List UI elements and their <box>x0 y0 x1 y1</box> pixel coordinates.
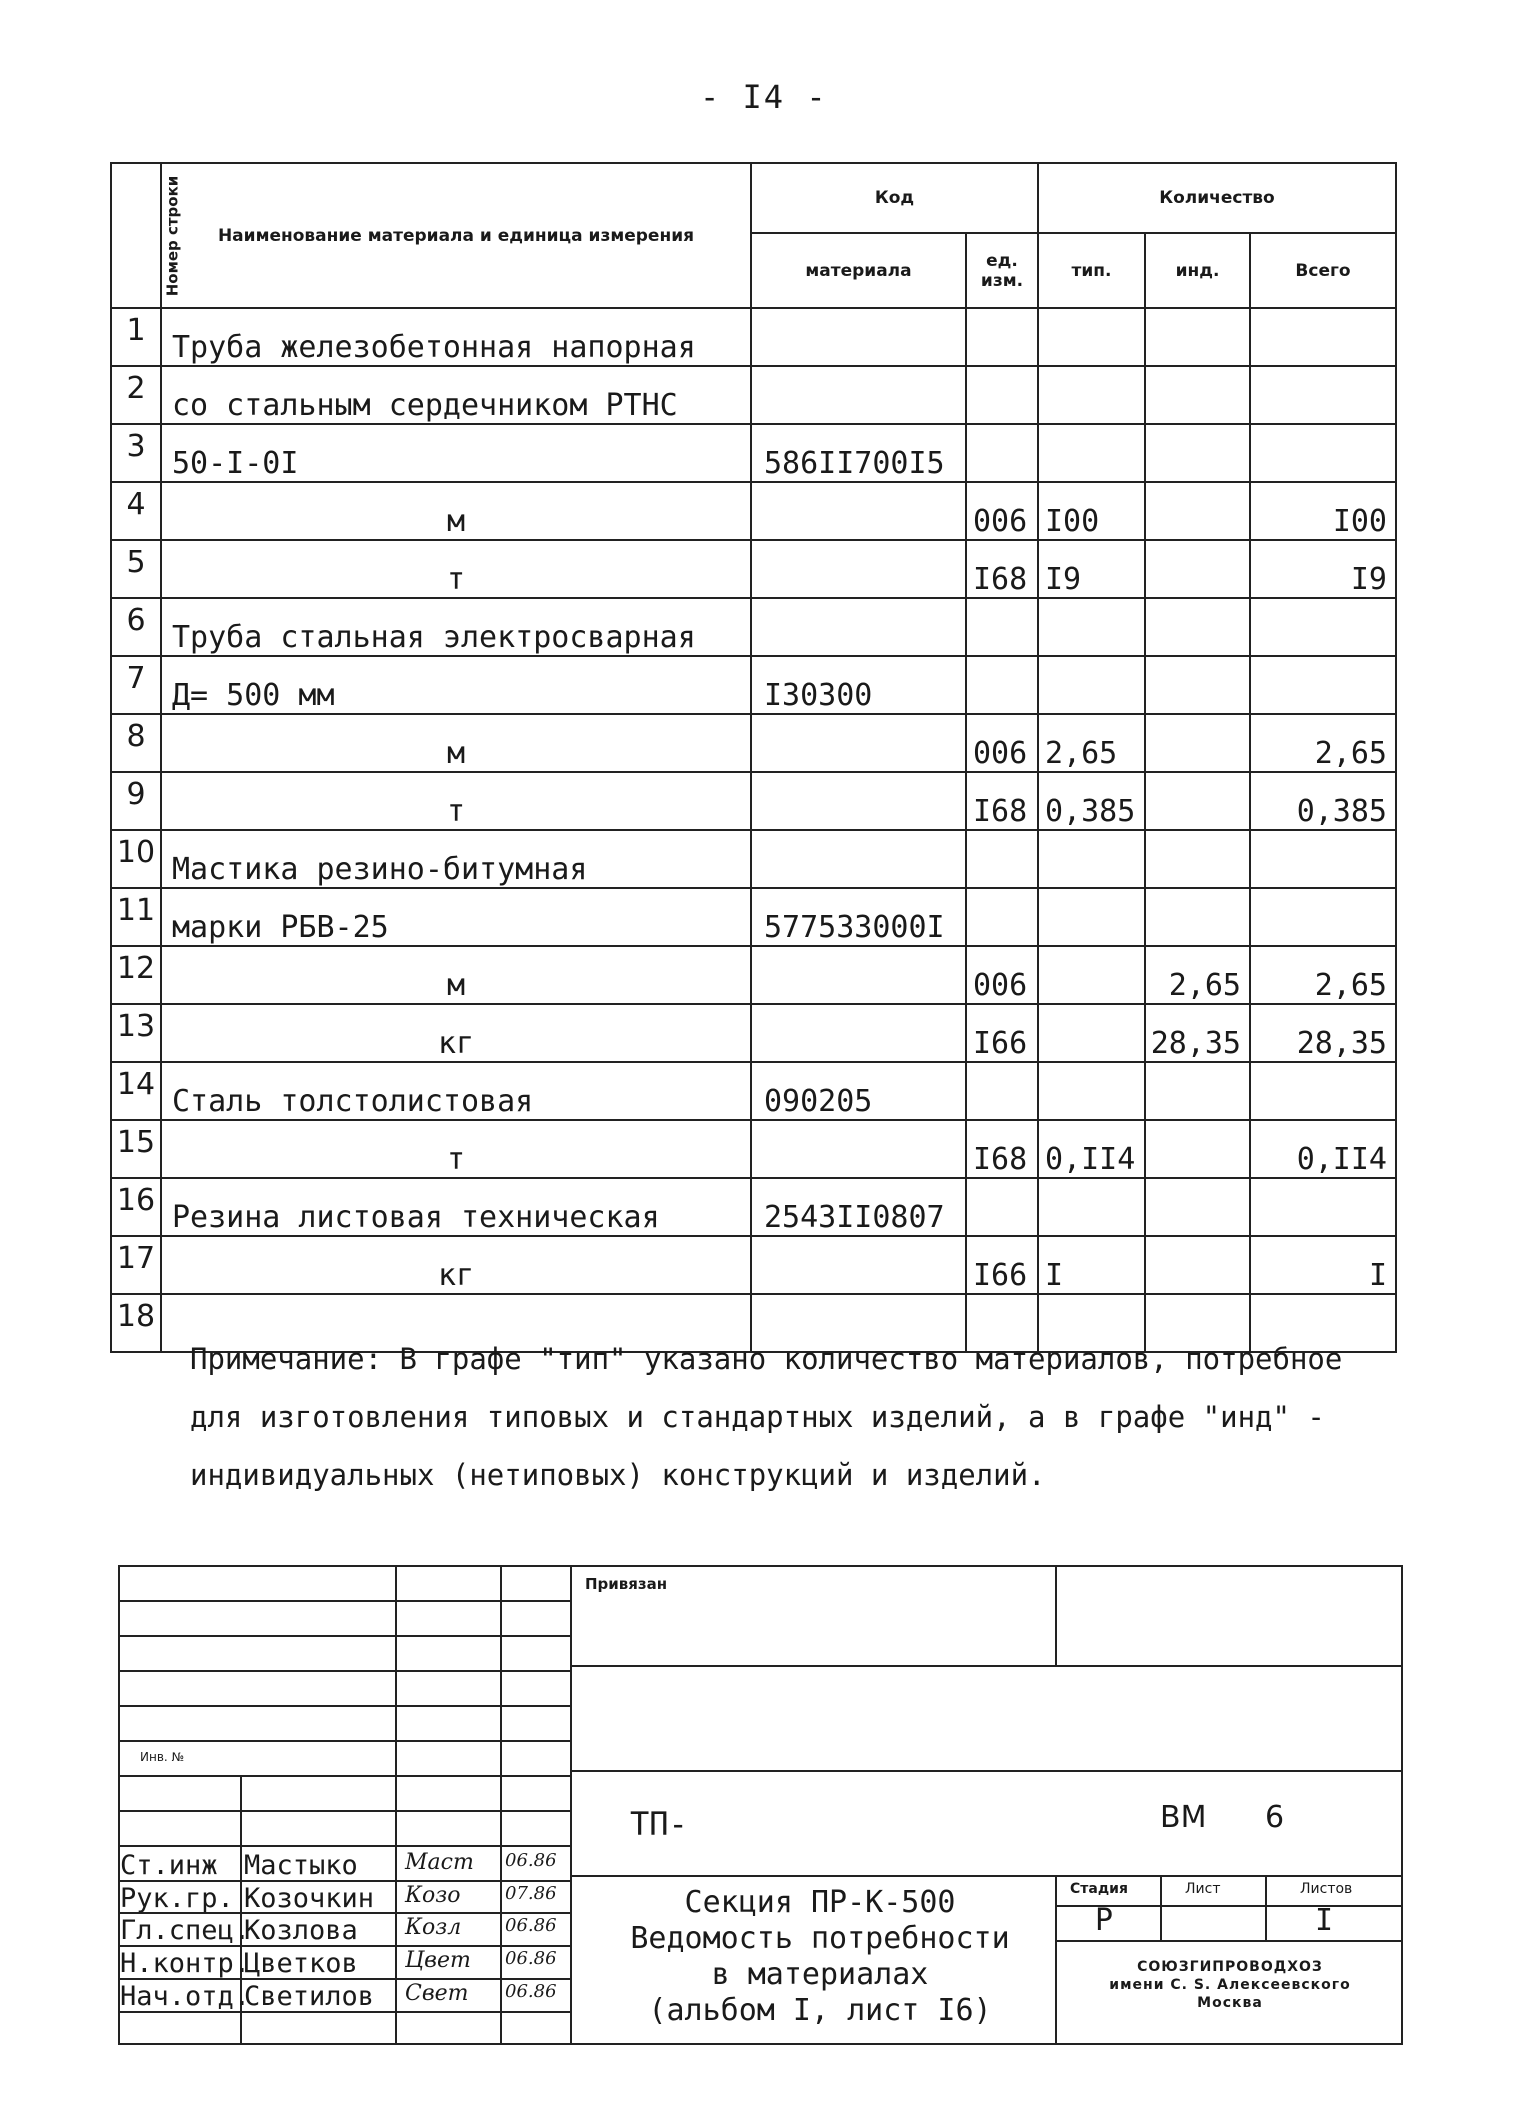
material-code-cell: I30300 <box>751 656 966 714</box>
qty-ind-cell: 2,65 <box>1145 946 1250 1004</box>
qty-ind-cell <box>1145 482 1250 540</box>
title-line: (альбом I, лист I6) <box>648 1993 992 2028</box>
qty-typ-cell <box>1038 1004 1145 1062</box>
signature-role: Рук.гр. <box>120 1883 234 1914</box>
signature-date: 07.86 <box>505 1883 557 1904</box>
row-number-cell: 4 <box>111 482 161 540</box>
qty-typ-cell <box>1038 888 1145 946</box>
unit-code-cell: I68 <box>966 772 1038 830</box>
unit-cell: м <box>161 946 751 1004</box>
row-number-cell: 13 <box>111 1004 161 1062</box>
qty-typ-cell <box>1038 424 1145 482</box>
qty-total-cell: I00 <box>1250 482 1396 540</box>
qty-ind-cell <box>1145 366 1250 424</box>
row-number-cell: 18 <box>111 1294 161 1352</box>
unit-code-cell <box>966 598 1038 656</box>
material-code-cell <box>751 540 966 598</box>
project-code: ТП- <box>630 1805 688 1843</box>
qty-total-cell: 28,35 <box>1250 1004 1396 1062</box>
header-qty-typ: тип. <box>1038 233 1145 308</box>
row-number-cell: 11 <box>111 888 161 946</box>
material-code-cell: 577533000I <box>751 888 966 946</box>
unit-cell: м <box>161 482 751 540</box>
qty-total-cell: I9 <box>1250 540 1396 598</box>
qty-ind-cell <box>1145 714 1250 772</box>
table-row <box>111 308 1396 366</box>
signature-name: Козлова <box>244 1915 358 1946</box>
note-text: Примечание: В графе "тип" указано количество материалов, потребное для изготовления типовых и стандартных изделий, а в графе "инд" - индивидуальных (нетиповых) конструкций и изделий. <box>190 1342 1343 1492</box>
row-number-cell: 12 <box>111 946 161 1004</box>
material-code-cell <box>751 598 966 656</box>
header-qty-total: Всего <box>1250 233 1396 308</box>
qty-total-cell <box>1250 366 1396 424</box>
title-line: Секция ПР-К-500 <box>684 1885 956 1920</box>
unit-code-cell: I68 <box>966 1120 1038 1178</box>
signature-name: Козочкин <box>244 1883 375 1914</box>
qty-ind-cell <box>1145 656 1250 714</box>
qty-ind-cell <box>1145 772 1250 830</box>
qty-typ-cell: I9 <box>1038 540 1145 598</box>
table-row <box>111 540 1396 598</box>
sheet-mark: ВМ <box>1160 1800 1207 1835</box>
signature-date: 06.86 <box>505 1915 557 1936</box>
qty-typ-cell: 2,65 <box>1038 714 1145 772</box>
table-row <box>111 424 1396 482</box>
unit-code-cell: 006 <box>966 482 1038 540</box>
unit-code-cell: I68 <box>966 540 1038 598</box>
qty-typ-cell <box>1038 830 1145 888</box>
unit-code-cell: I66 <box>966 1236 1038 1294</box>
qty-total-cell <box>1250 1062 1396 1120</box>
table-row <box>111 598 1396 656</box>
row-number-cell: 6 <box>111 598 161 656</box>
row-number-cell: 17 <box>111 1236 161 1294</box>
header-qty-group: Количество <box>1038 163 1396 233</box>
privyazan-label: Привязан <box>585 1575 668 1593</box>
qty-total-cell <box>1250 830 1396 888</box>
header-qty-ind: инд. <box>1145 233 1250 308</box>
qty-total-cell <box>1250 656 1396 714</box>
signature-name: Мастыко <box>244 1850 358 1881</box>
name-cell: 50-I-0I <box>161 424 751 482</box>
unit-code-cell: I66 <box>966 1004 1038 1062</box>
materials-table <box>110 162 1397 1353</box>
unit-code-cell <box>966 830 1038 888</box>
table-row <box>111 1004 1396 1062</box>
signature-mark: Свет <box>405 1981 469 2006</box>
qty-total-cell <box>1250 424 1396 482</box>
material-code-cell: 090205 <box>751 1062 966 1120</box>
qty-total-cell: 0,II4 <box>1250 1120 1396 1178</box>
table-row <box>111 366 1396 424</box>
name-cell: Труба железобетонная напорная <box>161 308 751 366</box>
qty-ind-cell <box>1145 1236 1250 1294</box>
qty-ind-cell <box>1145 1062 1250 1120</box>
unit-code-cell: 006 <box>966 714 1038 772</box>
signature-role: Н.контр. <box>120 1948 251 1979</box>
qty-typ-cell <box>1038 366 1145 424</box>
signature-name: Светилов <box>244 1981 375 2012</box>
title-line: в материалах <box>711 1957 929 1992</box>
material-code-cell <box>751 1120 966 1178</box>
signature-mark: Маст <box>405 1850 474 1875</box>
page-number: - I4 - <box>700 78 828 116</box>
name-cell: Труба стальная электросварная <box>161 598 751 656</box>
qty-total-cell <box>1250 1178 1396 1236</box>
material-code-cell <box>751 1004 966 1062</box>
name-cell: Д= 500 мм <box>161 656 751 714</box>
stage-label: Стадия <box>1070 1881 1128 1897</box>
material-code-cell <box>751 714 966 772</box>
unit-cell: м <box>161 714 751 772</box>
signature-date: 06.86 <box>505 1850 557 1871</box>
qty-typ-cell <box>1038 656 1145 714</box>
name-cell: марки РБВ-25 <box>161 888 751 946</box>
table-row <box>111 482 1396 540</box>
unit-cell: т <box>161 540 751 598</box>
unit-code-cell <box>966 888 1038 946</box>
row-number-cell: 1 <box>111 308 161 366</box>
title-line: Ведомость потребности <box>630 1921 1010 1956</box>
qty-typ-cell: 0,385 <box>1038 772 1145 830</box>
qty-ind-cell <box>1145 598 1250 656</box>
row-number-cell: 2 <box>111 366 161 424</box>
unit-code-cell <box>966 1062 1038 1120</box>
qty-typ-cell: 0,II4 <box>1038 1120 1145 1178</box>
qty-ind-cell <box>1145 1178 1250 1236</box>
qty-ind-cell <box>1145 424 1250 482</box>
unit-code-cell <box>966 308 1038 366</box>
unit-code-cell <box>966 424 1038 482</box>
qty-total-cell: 2,65 <box>1250 714 1396 772</box>
unit-cell: кг <box>161 1004 751 1062</box>
table-row <box>111 1236 1396 1294</box>
row-number-cell: 7 <box>111 656 161 714</box>
signature-mark: Цвет <box>405 1948 471 1973</box>
sheet-label: Лист <box>1185 1881 1221 1897</box>
name-cell: Резина листовая техническая <box>161 1178 751 1236</box>
signature-role: Ст.инж <box>120 1850 218 1881</box>
qty-typ-cell: I <box>1038 1236 1145 1294</box>
material-code-cell <box>751 308 966 366</box>
qty-ind-cell <box>1145 1120 1250 1178</box>
qty-total-cell: 2,65 <box>1250 946 1396 1004</box>
table-row <box>111 1120 1396 1178</box>
unit-cell: т <box>161 772 751 830</box>
row-number-cell: 10 <box>111 830 161 888</box>
qty-total-cell <box>1250 308 1396 366</box>
qty-total-cell <box>1250 888 1396 946</box>
name-cell: Мастика резино-битумная <box>161 830 751 888</box>
qty-ind-cell <box>1145 830 1250 888</box>
row-number-cell: 8 <box>111 714 161 772</box>
row-number-cell: 16 <box>111 1178 161 1236</box>
material-code-cell <box>751 772 966 830</box>
table-row <box>111 772 1396 830</box>
table-row <box>111 656 1396 714</box>
row-number-cell: 5 <box>111 540 161 598</box>
header-row-no: Номер строки <box>111 163 161 308</box>
qty-typ-cell <box>1038 1178 1145 1236</box>
unit-cell: т <box>161 1120 751 1178</box>
material-code-cell: 2543II0807 <box>751 1178 966 1236</box>
table-row <box>111 714 1396 772</box>
material-code-cell: 586II700I5 <box>751 424 966 482</box>
signature-role: Нач.отд. <box>120 1981 251 2012</box>
row-number-cell: 9 <box>111 772 161 830</box>
table-row <box>111 946 1396 1004</box>
qty-ind-cell <box>1145 308 1250 366</box>
qty-typ-cell <box>1038 308 1145 366</box>
name-cell: со стальным сердечником РТНС <box>161 366 751 424</box>
qty-typ-cell <box>1038 598 1145 656</box>
qty-typ-cell <box>1038 946 1145 1004</box>
header-code-material: материала <box>751 233 966 308</box>
header-code-group: Код <box>751 163 1038 233</box>
signature-name: Цветков <box>244 1948 358 1979</box>
signature-mark: Козл <box>405 1915 462 1940</box>
signature-mark: Козо <box>405 1883 461 1908</box>
row-number-cell: 15 <box>111 1120 161 1178</box>
material-code-cell <box>751 482 966 540</box>
drawing-title <box>600 1885 1040 2029</box>
qty-typ-cell: I00 <box>1038 482 1145 540</box>
qty-ind-cell <box>1145 540 1250 598</box>
material-code-cell <box>751 1236 966 1294</box>
signature-date: 06.86 <box>505 1948 557 1969</box>
table-row <box>111 1062 1396 1120</box>
unit-code-cell <box>966 1178 1038 1236</box>
sheets-value: I <box>1315 1903 1334 1938</box>
header-name: Наименование материала и единица измерения <box>161 163 751 308</box>
name-cell: Сталь толстолистовая <box>161 1062 751 1120</box>
unit-code-cell: 006 <box>966 946 1038 1004</box>
qty-typ-cell <box>1038 1062 1145 1120</box>
unit-code-cell <box>966 656 1038 714</box>
header-code-unit: ед. изм. <box>966 233 1038 308</box>
table-row <box>111 888 1396 946</box>
material-code-cell <box>751 366 966 424</box>
qty-ind-cell: 28,35 <box>1145 1004 1250 1062</box>
unit-code-cell <box>966 366 1038 424</box>
unit-cell: кг <box>161 1236 751 1294</box>
qty-total-cell: I <box>1250 1236 1396 1294</box>
sheet-mark-no: 6 <box>1265 1800 1285 1835</box>
qty-total-cell: 0,385 <box>1250 772 1396 830</box>
table-row <box>111 1178 1396 1236</box>
table-row <box>111 830 1396 888</box>
sheets-label: Листов <box>1300 1881 1353 1897</box>
signature-date: 06.86 <box>505 1981 557 2002</box>
qty-total-cell <box>1250 598 1396 656</box>
inv-no-label: Инв. № <box>140 1750 185 1764</box>
row-number-cell: 3 <box>111 424 161 482</box>
signature-role: Гл.спец. <box>120 1915 251 1946</box>
stage-value: Р <box>1095 1903 1114 1938</box>
material-code-cell <box>751 946 966 1004</box>
material-code-cell <box>751 830 966 888</box>
qty-ind-cell <box>1145 888 1250 946</box>
organization: СОЮЗГИПРОВОДХОЗ имени С. S. Алексеевского Москва <box>1109 1959 1351 2011</box>
row-number-cell: 14 <box>111 1062 161 1120</box>
